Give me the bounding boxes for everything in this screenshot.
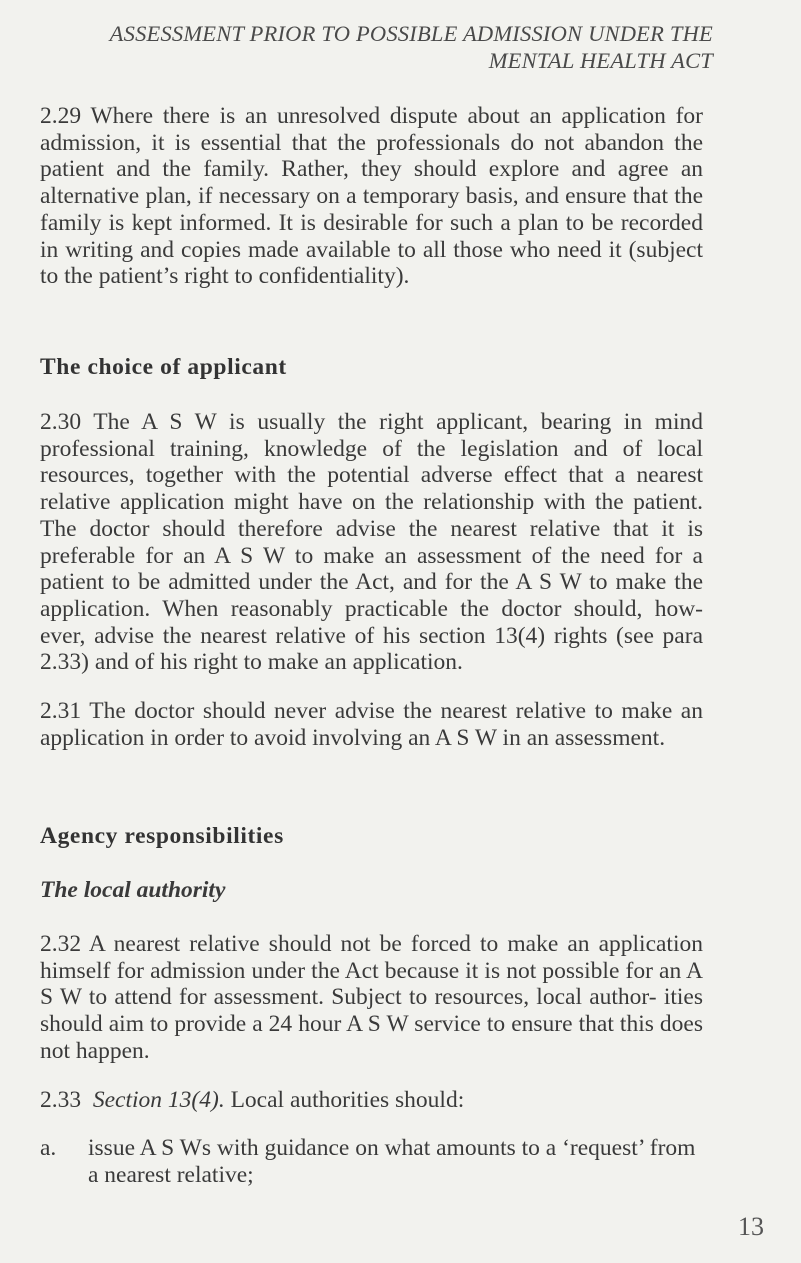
running-header-line-1: ASSESSMENT PRIOR TO POSSIBLE ADMISSION UNDER THE bbox=[109, 21, 713, 46]
paragraph-2-32: 2.32 A nearest relative should not be forced to make an application himself for admission under the Act because it is not possible for an A S W to attend for assessment. Subject to resources, local author- ities should aim to provide a 24 hour A S W service to ensure that this does not happen. bbox=[40, 931, 703, 1064]
paragraph-2-33 bbox=[40, 1087, 703, 1114]
list-item-text: issue A S Ws with guidance on what amounts to a ‘request’ from a nearest relative; bbox=[88, 1135, 696, 1188]
paragraph-text: Local authorities should: bbox=[230, 1087, 465, 1113]
page-number: 13 bbox=[738, 1212, 764, 1241]
running-header bbox=[110, 20, 713, 74]
list-marker: a. bbox=[40, 1135, 57, 1161]
subheading-local-authority: The local authority bbox=[40, 877, 226, 903]
paragraph-2-29: 2.29 Where there is an unresolved dispute about an application for admission, it is essential that the professionals do not abandon the patient and the family. Rather, they should explore and agree an alternative plan, if necessary on a temporary basis, and ensure that the family is kept informed. It is desirable for such a plan to be recorded in writing and copies made available to all those who need it (subject to the patient’s right to confidentiality). bbox=[40, 103, 703, 290]
paragraph-2-31: 2.31 The doctor should never advise the nearest relative to make an application in order to avoid involving an A S W in an assessment. bbox=[40, 698, 703, 751]
running-header-line-2: MENTAL HEALTH ACT bbox=[488, 48, 713, 73]
section-reference: Section 13(4). bbox=[92, 1087, 225, 1113]
section-heading-choice-of-applicant: The choice of applicant bbox=[40, 354, 287, 380]
paragraph-2-30: 2.30 The A S W is usually the right applicant, bearing in mind professional training, knowledge of the legislation and of local resources, together with the potential adverse effect that a nearest relative application might have on the relationship with the patient. The doctor should therefore advise the nearest relative that it is preferable for an A S W to make an assessment of the need for a patient to be admitted under the Act, and for the A S W to make the application. When reasonably practicable the doctor should, how- ever, advise the nearest relative of his section 13(4) rights (see para 2.33) and of his right to make an application. bbox=[40, 409, 703, 676]
paragraph-number: 2.33 bbox=[40, 1087, 82, 1113]
section-heading-agency-responsibilities: Agency responsibilities bbox=[40, 823, 284, 849]
list-item-a bbox=[40, 1135, 703, 1188]
